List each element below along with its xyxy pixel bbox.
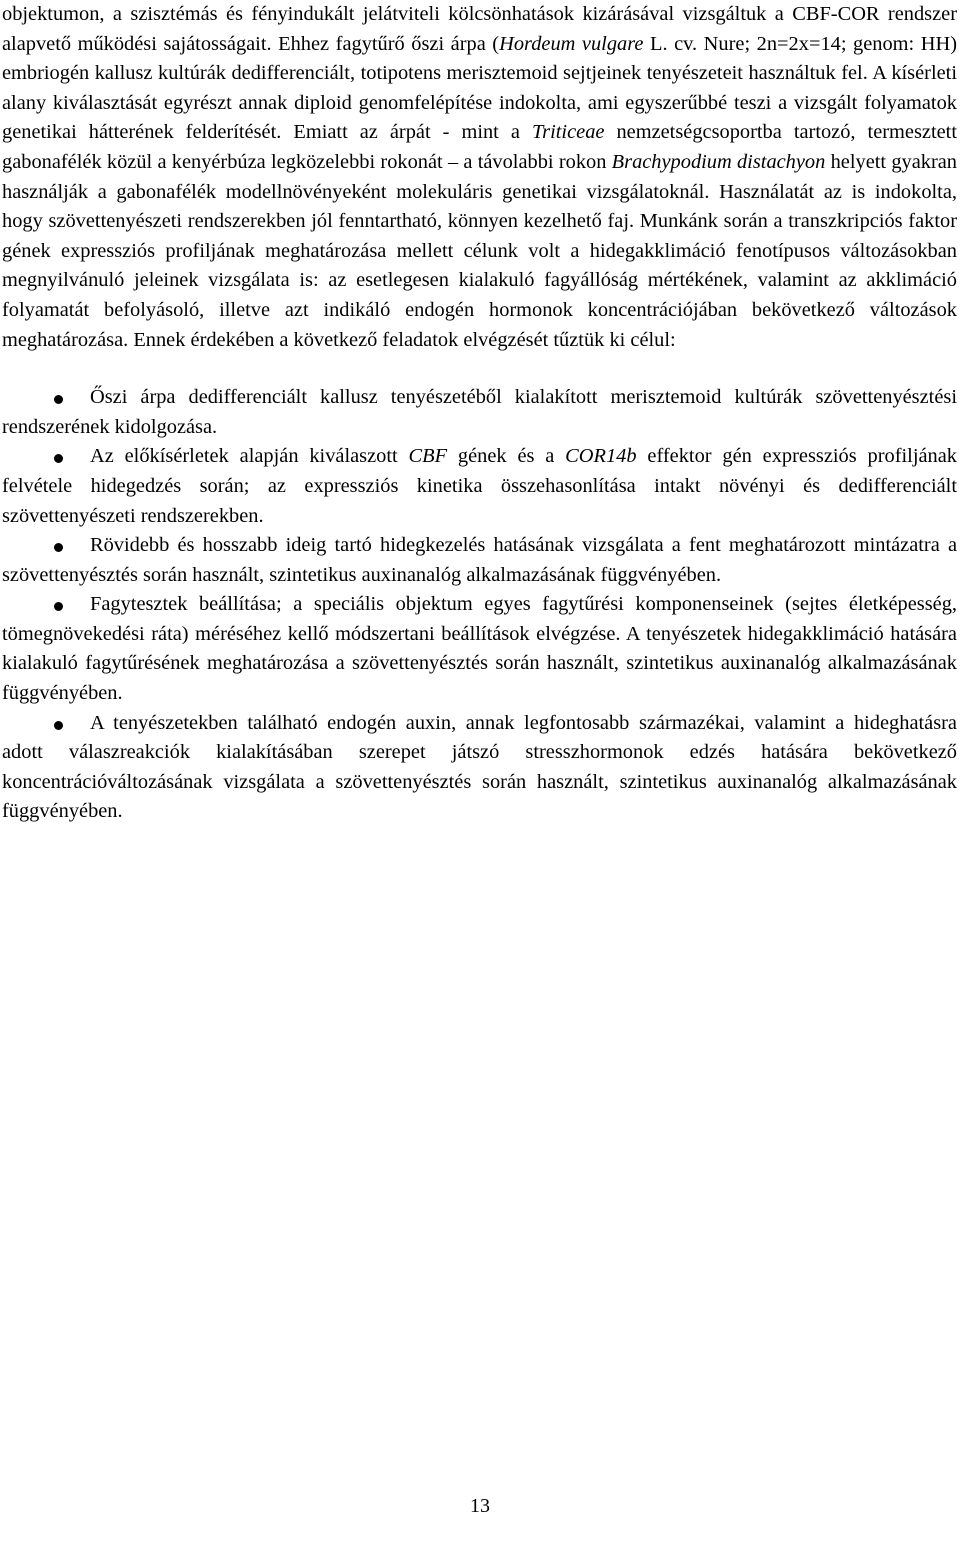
paragraph-run-italic: Hordeum vulgare	[499, 32, 644, 55]
list-item-text: effektor gén expressziós profiljának felvétele hidegedzés során; az expressziós kinetika összehasonlítása intakt növényi és dedifferenciált szövettenyészeti rendszerekben.	[2, 445, 957, 527]
list-item	[2, 531, 957, 590]
bullet-icon	[54, 602, 63, 611]
bullet-icon	[54, 543, 63, 552]
paragraph-run: nemzetségcsoportba tartozó, termesztett gabonafélék közül a kenyérbúza legközelebbi rokonát – a távolabbi rokon	[2, 121, 957, 173]
list-item-text-italic: CBF	[408, 445, 448, 468]
bullet-icon	[54, 395, 63, 404]
list-item	[2, 709, 957, 827]
list-item	[2, 442, 957, 531]
page-number: 13	[470, 1495, 490, 1517]
paragraph-run: objektumon, a szisztémás és fényindukált jelátviteli kölcsönhatások kizárásával vizsgáltuk a CBF-COR rendszer alapvető működési sajátosságait. Ehhez fagytűrő őszi árpa (	[2, 3, 957, 55]
paragraph-run-italic: Triticeae	[531, 121, 605, 144]
list-item	[2, 383, 957, 442]
document-page	[2, 0, 957, 827]
list-item-text: Rövidebb és hosszabb ideig tartó hidegkezelés hatásának vizsgálata a fent meghatározott mintázatra a szövettenyésztés során használt, szintetikus auxinanalóg alkalmazásának függvényében.	[2, 534, 957, 586]
task-list	[2, 383, 957, 827]
list-item-text: gének és a	[447, 445, 566, 468]
bullet-icon	[54, 454, 63, 463]
paragraph-run: helyett gyakran használják a gabonafélék modellnövényeként molekuláris genetikai vizsgálatoknál. Használatát az is indokolta, hogy szövettenyészeti rendszerekben jól fenntartható, könnyen kezelhető faj. Munkánk során a transzkripciós faktor gének expressziós profiljának meghatározása mellett célunk volt a hidegakklimáció fenotípusos változásokban megnyilvánuló jeleinek vizsgálata is: az esetlegesen kialakuló fagyállóság mértékének, valamint az akklimáció folyamatát befolyásoló, illetve azt indikáló endogén hormonok koncentrációjában bekövetkező változások meghatározása. Ennek érdekében a következő feladatok elvégzését tűztük ki célul:	[2, 150, 957, 351]
paragraph-run-italic: Brachypodium distachyon	[611, 150, 826, 173]
list-item-text-italic: COR14b	[565, 445, 637, 468]
paragraph-run: L. cv. Nure; 2n=2x=14; genom: HH) embriogén kallusz kultúrák dedifferenciált, totipotens merisztemoid sejtjeinek tenyészeteit használtuk fel. A kísérleti alany kiválasztását egyrészt annak diploid genomfelépítése indokolta, ami egyszerűbbé teszi a vizsgált folyamatok genetikai hátterének felderítését. Emiatt az árpát - mint a	[2, 32, 957, 144]
list-item	[2, 590, 957, 708]
list-item-text: Az előkísérletek alapján kiválaszott	[90, 445, 409, 468]
bullet-icon	[54, 721, 63, 730]
body-paragraph	[2, 0, 957, 355]
list-item-text: Fagytesztek beállítása; a speciális objektum egyes fagytűrési komponenseinek (sejtes életképesség, tömegnövekedési ráta) méréséhez kellő módszertani beállítások elvégzése. A tenyészetek hidegakklimáció hatására kialakuló fagytűrésének meghatározása a szövettenyésztés során használt, szintetikus auxinanalóg alkalmazásának függvényében.	[2, 593, 957, 705]
list-item-text: A tenyészetekben található endogén auxin, annak legfontosabb származékai, valamint a hideghatásra adott válaszreakciók kialakításában szerepet játszó stresszhormonok edzés hatására bekövetkező koncentrációváltozásának vizsgálata a szövettenyésztés során használt, szintetikus auxinanalóg alkalmazásának függvényében.	[2, 711, 957, 823]
list-item-text: Őszi árpa dedifferenciált kallusz tenyészetéből kialakított merisztemoid kultúrák szövettenyésztési rendszerének kidolgozása.	[2, 386, 957, 438]
